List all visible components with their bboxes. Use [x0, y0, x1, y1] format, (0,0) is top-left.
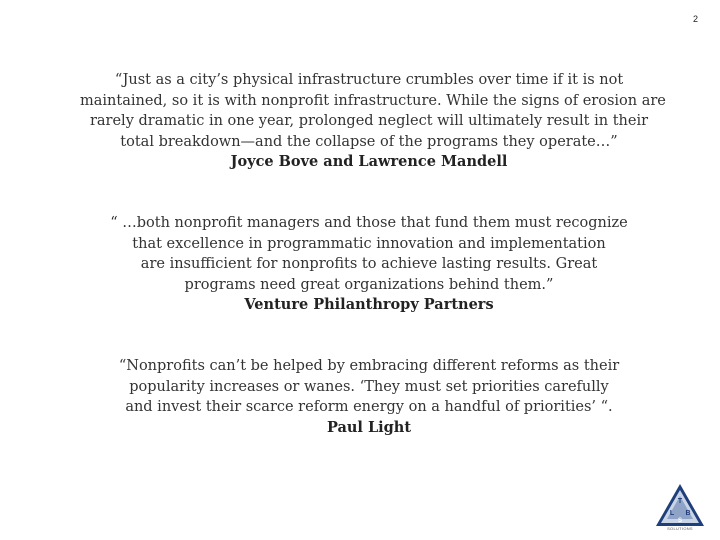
quote-line: “ …both nonprofit managers and those that fund them must recognize [110, 215, 628, 231]
tlb-solutions-logo-icon [654, 482, 706, 528]
quote-line: total breakdown—and the collapse of the programs they operate…” [120, 133, 618, 150]
logo-letter: T [677, 498, 683, 505]
quote-author: Venture Philanthropy Partners [244, 296, 494, 313]
logo-letter: S [677, 518, 683, 524]
quote-bove-mandell [80, 70, 666, 173]
page-number: 2 [692, 14, 698, 24]
quote-author: Paul Light [326, 418, 412, 436]
quote-author: Joyce Bove and Lawrence Mandell [230, 153, 508, 170]
quote-line: rarely dramatic in one year, prolonged neglect will ultimately result in their [89, 113, 649, 129]
quote-venture-philanthropy [80, 213, 658, 316]
quote-line: popularity increases or wanes. ‘They must set priorities carefully [129, 378, 609, 395]
logo-tagline: SOLUTIONS [667, 526, 693, 531]
quote-line: maintained, so it is with nonprofit infrastructure. While the signs of erosion are [80, 92, 666, 109]
logo-letter: B [685, 510, 691, 517]
quote-line: “Nonprofits can’t be helped by embracing different reforms as their [118, 358, 620, 374]
quote-line: that excellence in programmatic innovation and implementation [132, 235, 606, 252]
logo-letter: L [669, 510, 675, 517]
quote-line: “Just as a city’s physical infrastructure crumbles over time if it is not [114, 72, 624, 88]
quote-line: and invest their scarce reform energy on a handful of priorities’ “. [125, 399, 613, 415]
quote-paul-light [80, 356, 658, 438]
quote-line: are insufficient for nonprofits to achieve lasting results. Great [140, 256, 598, 272]
quote-line: programs need great organizations behind them.” [184, 276, 554, 293]
